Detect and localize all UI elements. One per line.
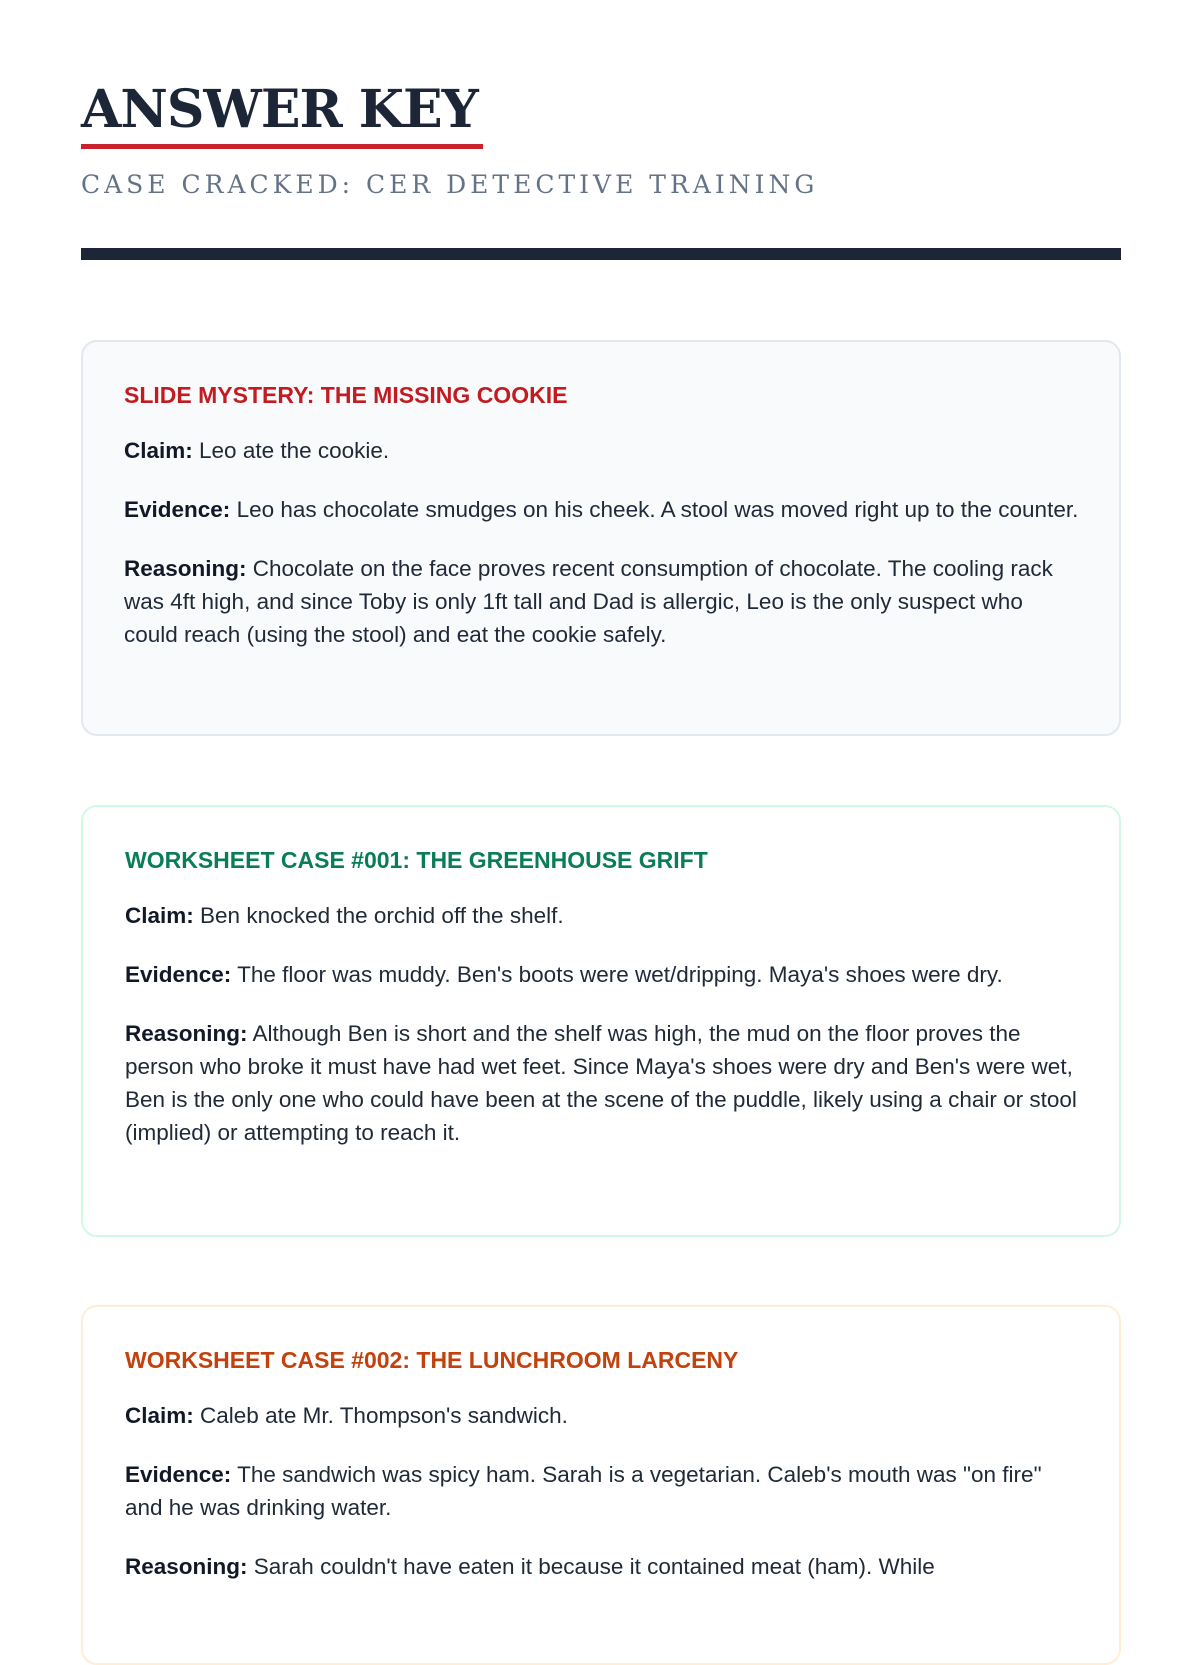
reasoning-text: Sarah couldn't have eaten it because it contained meat (ham). While bbox=[253, 1554, 935, 1579]
claim-text: Caleb ate Mr. Thompson's sandwich. bbox=[200, 1403, 568, 1428]
reasoning-paragraph bbox=[125, 1550, 1079, 1583]
evidence-label: Evidence: bbox=[125, 962, 232, 987]
page-subtitle: CASE CRACKED: CER DETECTIVE TRAINING bbox=[81, 170, 819, 199]
case-title: SLIDE MYSTERY: THE MISSING COOKIE bbox=[124, 382, 568, 408]
claim-label: Claim: bbox=[125, 903, 194, 928]
claim-text: Ben knocked the orchid off the shelf. bbox=[200, 903, 564, 928]
page-title: ANSWER KEY bbox=[81, 79, 478, 140]
evidence-paragraph bbox=[125, 1458, 1079, 1524]
reasoning-text: Chocolate on the face proves recent consumption of chocolate. The cooling rack was 4ft high, and since Toby is only 1ft tall and Dad is allergic, Leo is the only suspect who could reach (using the stool) and eat the cookie safely. bbox=[124, 556, 1053, 647]
claim-label: Claim: bbox=[125, 1403, 194, 1428]
case-card-greenhouse-grift bbox=[81, 805, 1121, 1237]
claim-paragraph bbox=[125, 1399, 1079, 1432]
header-divider bbox=[81, 248, 1121, 260]
case-card-lunchroom-larceny bbox=[81, 1305, 1121, 1665]
evidence-paragraph bbox=[124, 493, 1079, 526]
reasoning-paragraph bbox=[124, 552, 1079, 651]
claim-paragraph bbox=[124, 434, 1079, 467]
reasoning-text: Although Ben is short and the shelf was high, the mud on the floor proves the person who broke it must have had wet feet. Since Maya's shoes were dry and Ben's were wet, Ben is the only one who could have been at the scene of the puddle, likely using a chair or stool (implied) or attempting to reach it. bbox=[125, 1021, 1077, 1145]
claim-label: Claim: bbox=[124, 438, 193, 463]
reasoning-paragraph bbox=[125, 1017, 1079, 1149]
title-underline bbox=[81, 144, 483, 149]
evidence-label: Evidence: bbox=[125, 1462, 232, 1487]
reasoning-label: Reasoning: bbox=[125, 1021, 248, 1046]
evidence-label: Evidence: bbox=[124, 497, 231, 522]
evidence-paragraph bbox=[125, 958, 1079, 991]
case-card-missing-cookie bbox=[81, 340, 1121, 736]
case-title: WORKSHEET CASE #001: THE GREENHOUSE GRIFT bbox=[125, 847, 708, 873]
claim-text: Leo ate the cookie. bbox=[199, 438, 390, 463]
evidence-text: The sandwich was spicy ham. Sarah is a vegetarian. Caleb's mouth was "on fire" and he was drinking water. bbox=[125, 1462, 1042, 1520]
evidence-text: Leo has chocolate smudges on his cheek. A stool was moved right up to the counter. bbox=[236, 497, 1079, 522]
evidence-text: The floor was muddy. Ben's boots were wet/dripping. Maya's shoes were dry. bbox=[237, 962, 1003, 987]
claim-paragraph bbox=[125, 899, 1079, 932]
reasoning-label: Reasoning: bbox=[124, 556, 247, 581]
reasoning-label: Reasoning: bbox=[125, 1554, 248, 1579]
case-title: WORKSHEET CASE #002: THE LUNCHROOM LARCENY bbox=[125, 1347, 739, 1373]
